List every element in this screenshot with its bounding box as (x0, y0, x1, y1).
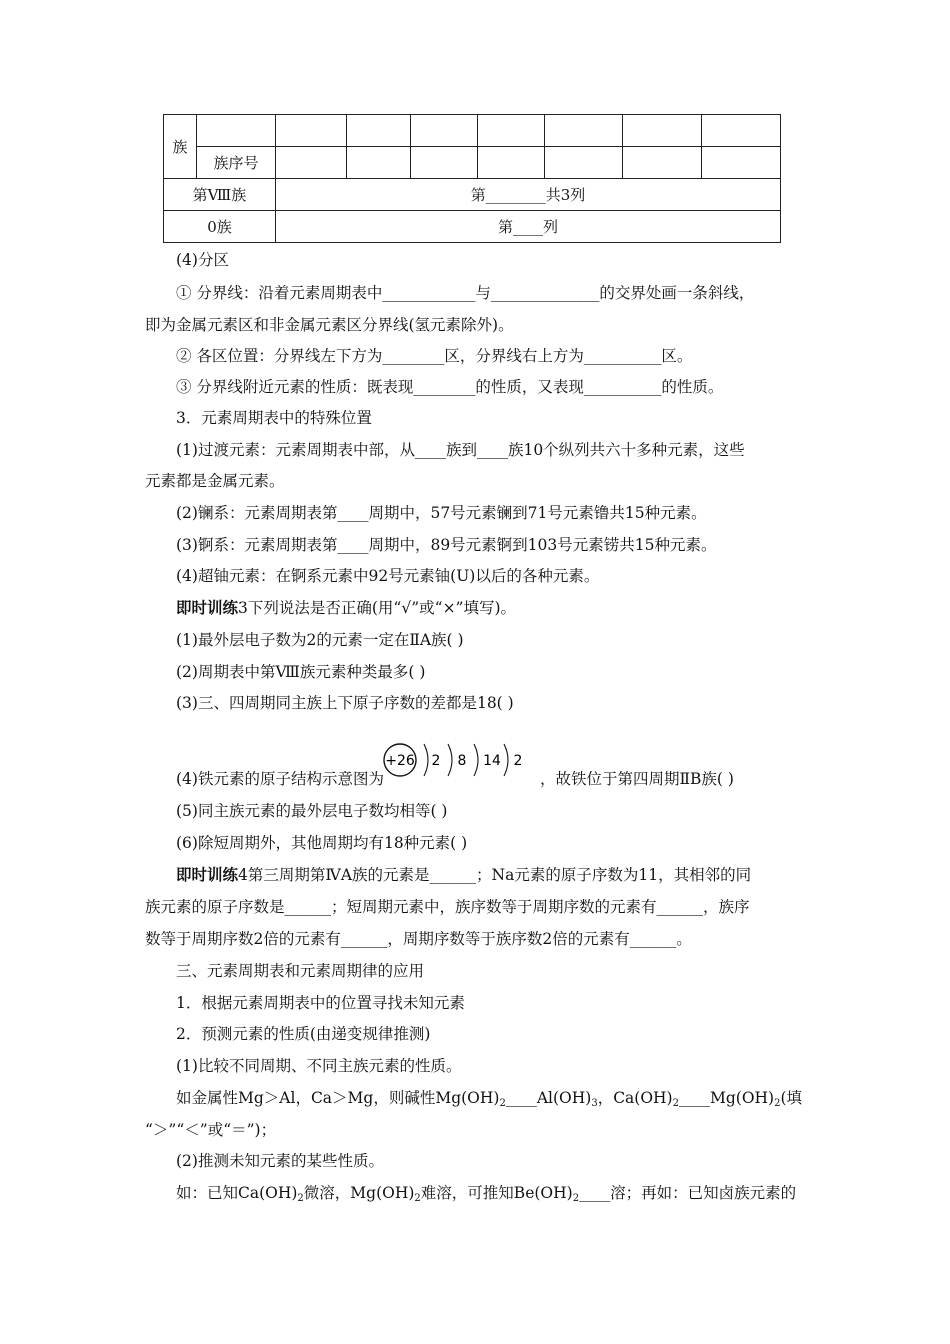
text-run: 难溶，可推知Be(OH) (420, 1184, 573, 1202)
atom-structure-diagram (380, 732, 550, 792)
text-line: “＞”“＜”或“＝”)； (145, 1121, 277, 1139)
text-run: ____溶；再如：已知卤族元素的 (579, 1184, 797, 1202)
exercise-text: 3下列说法是否正确(用“√”或“×”填写)。 (238, 599, 517, 617)
shell-arc (504, 744, 508, 776)
text-line: 数等于周期序数2倍的元素有______，周期序数等于族序数2倍的元素有______。 (145, 930, 692, 948)
text-line: ③ 分界线附近元素的性质：既表现________的性质，又表现__________的性质。 (176, 378, 724, 396)
exercise-label: 即时训练 (176, 865, 239, 884)
shell-arc (448, 744, 452, 776)
table-cell-group-viii: 第Ⅷ族 (164, 179, 276, 211)
subscript: 2 (499, 1098, 506, 1109)
text-line: 即为金属元素区和非金属元素区分界线(氢元素除外)。 (145, 316, 514, 334)
exercise-heading (176, 598, 846, 618)
table-cell-group-label: 族 (164, 115, 197, 179)
text-line (176, 1088, 846, 1114)
text-line: (4)铁元素的原子结构示意图为 (176, 770, 384, 788)
table-cell (411, 115, 478, 147)
subscript: 2 (572, 1193, 580, 1204)
subscript: 2 (297, 1193, 304, 1204)
table-cell (545, 147, 623, 179)
table-cell (702, 115, 781, 147)
section-heading: 三、元素周期表和元素周期律的应用 (176, 962, 425, 980)
text-line: (3)三、四周期同主族上下原子序数的差都是18( ) (176, 694, 514, 712)
table-cell (545, 115, 623, 147)
section-heading: 3．元素周期表中的特殊位置 (176, 409, 372, 427)
subscript: 3 (591, 1098, 598, 1109)
text-line: (4)超铀元素：在锕系元素中92号元素铀(U)以后的各种元素。 (176, 567, 600, 585)
table-cell-group-zero: 0族 (164, 211, 276, 243)
shell-electrons: 2 (513, 753, 523, 769)
table-cell (347, 115, 411, 147)
text-run: ，Ca(OH) (597, 1089, 673, 1107)
exercise-text: 4第三周期第ⅣA族的元素是______；Na元素的原子序数为11，其相邻的同 (238, 866, 752, 884)
text-line: (1)过渡元素：元素周期表中部，从____族到____族10个纵列共六十多种元素，这些 (176, 441, 745, 459)
shell-electrons: 8 (457, 753, 467, 769)
table-cell (702, 147, 781, 179)
shell-arc (474, 744, 478, 776)
text-line: (5)同主族元素的最外层电子数均相等( ) (176, 802, 448, 820)
table-cell-group-number: 族序号 (197, 147, 276, 179)
text-line: (1)最外层电子数为2的元素一定在ⅡA族( ) (176, 631, 464, 649)
table-cell (623, 147, 702, 179)
text-line: (2)镧系：元素周期表第____周期中，57号元素镧到71号元素镥共15种元素。 (176, 504, 707, 522)
group-table (163, 114, 781, 243)
text-run: 如：已知Ca(OH) (176, 1184, 298, 1202)
text-run: (填 (780, 1089, 803, 1107)
shell-arc (424, 744, 428, 776)
text-run: 微溶，Mg(OH) (303, 1184, 415, 1202)
table-cell-group-zero-columns: 第____列 (276, 211, 781, 243)
subscript: 2 (672, 1098, 679, 1109)
text-line: ，故铁位于第四周期ⅡB族( ) (540, 770, 734, 788)
text-line: (4)分区 (176, 251, 229, 269)
text-line: (2)推测未知元素的某些性质。 (176, 1152, 384, 1170)
table-cell (276, 115, 347, 147)
table-cell-group-viii-columns: 第________共3列 (276, 179, 781, 211)
text-line: 元素都是金属元素。 (145, 472, 285, 490)
table-cell (197, 115, 276, 147)
shell-electrons: 14 (483, 753, 501, 769)
nucleus-charge: +26 (385, 753, 415, 769)
table-cell (623, 115, 702, 147)
text-run: ____Mg(OH) (678, 1089, 775, 1107)
text-line: (1)比较不同周期、不同主族元素的性质。 (176, 1057, 462, 1075)
text-line: (2)周期表中第Ⅷ族元素种类最多( ) (176, 663, 426, 681)
table-cell (347, 147, 411, 179)
text-run: 如金属性Mg＞Al，Ca＞Mg，则碱性Mg(OH) (176, 1089, 500, 1107)
shell-electrons: 2 (431, 753, 441, 769)
exercise-label: 即时训练 (176, 598, 239, 617)
table-cell (276, 147, 347, 179)
text-line: 2．预测元素的性质(由递变规律推测) (176, 1025, 431, 1043)
table-cell (478, 115, 545, 147)
text-run: ____Al(OH) (505, 1089, 592, 1107)
text-line: (3)锕系：元素周期表第____周期中，89号元素锕到103号元素铹共15种元素。 (176, 536, 717, 554)
text-line: ② 各区位置：分界线左下方为________区，分界线右上方为__________区。 (176, 347, 693, 365)
text-line: 族元素的原子序数是______；短周期元素中，族序数等于周期序数的元素有______，族序 (145, 898, 750, 916)
subscript: 2 (414, 1193, 421, 1204)
text-line: ① 分界线：沿着元素周期表中____________与______________的交界处画一条斜线， (176, 284, 755, 302)
table-cell (478, 147, 545, 179)
exercise-heading (176, 865, 846, 885)
table-cell (411, 147, 478, 179)
text-line (176, 1183, 846, 1209)
text-line: 1．根据元素周期表中的位置寻找未知元素 (176, 994, 465, 1012)
text-line: (6)除短周期外，其他周期均有18种元素( ) (176, 834, 468, 852)
subscript: 2 (774, 1098, 781, 1109)
